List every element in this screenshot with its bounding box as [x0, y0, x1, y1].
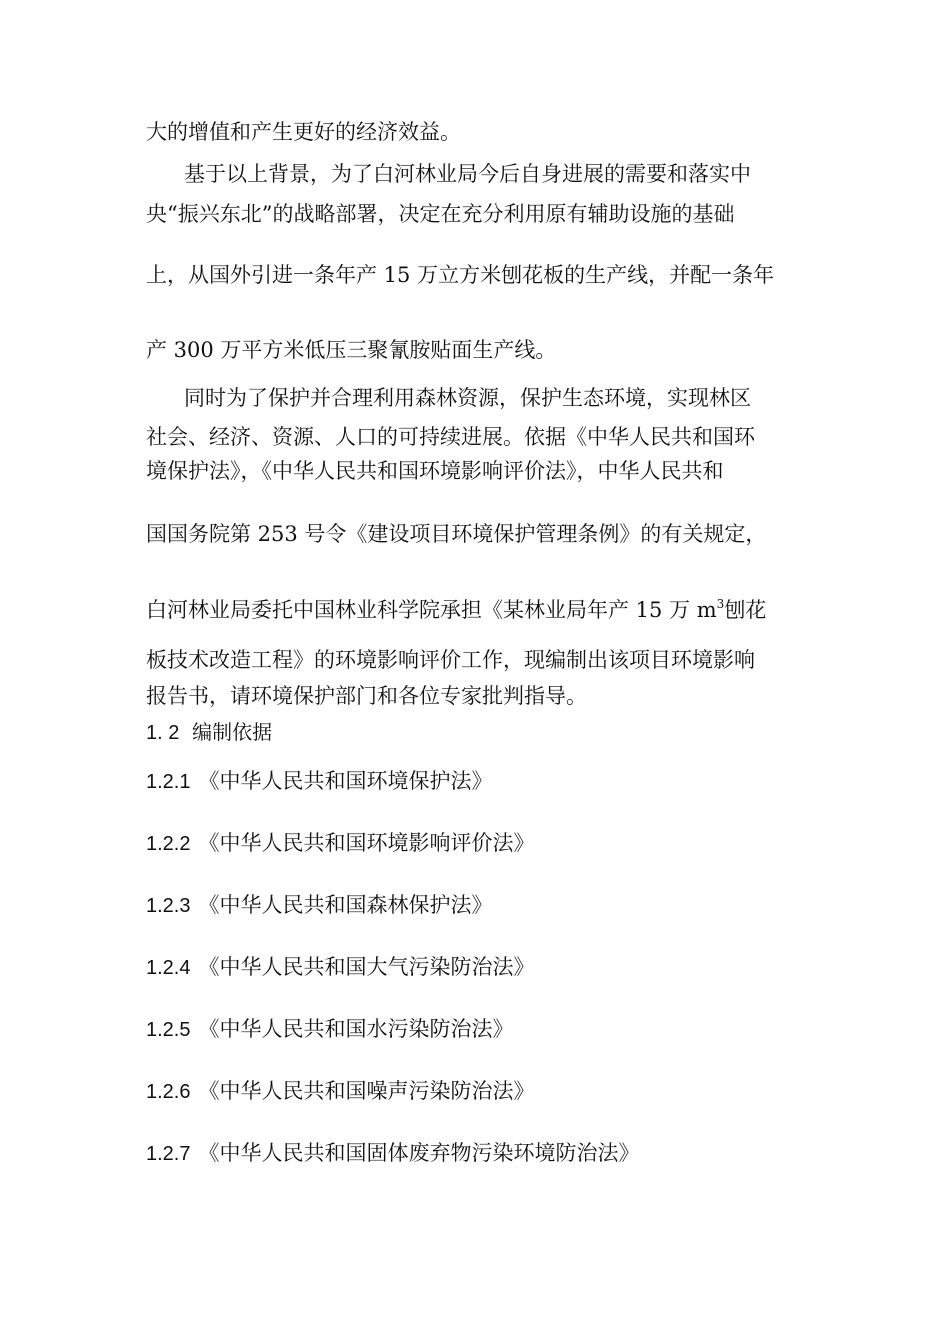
paragraph-line: 板技术改造工程》的环境影响评价工作，现编制出该项目环境影响 — [146, 648, 755, 672]
item-number: 1.2.5 — [146, 1019, 191, 1041]
paragraph-line: 基于以上背景，为了白河林业局今后自身进展的需要和落实中 — [184, 162, 751, 186]
item-text: 《中华人民共和国大气污染防治法》 — [198, 955, 535, 979]
item-text: 《中华人民共和国噪声污染防治法》 — [198, 1079, 535, 1103]
item-text: 《中华人民共和国水污染防治法》 — [198, 1017, 514, 1041]
paragraph-line — [146, 596, 826, 624]
item-text: 《中华人民共和国环境保护法》 — [198, 769, 493, 793]
paragraph-line: 社会、经济、资源、人口的可持续进展。依据《中华人民共和国环 — [146, 425, 755, 449]
paragraph-line: 产 300 万平方米低压三聚氰胺贴面生产线。 — [146, 338, 557, 362]
paragraph-text: 刨花 — [724, 598, 767, 622]
section-number: 1. 2 — [146, 722, 180, 744]
paragraph-line: 大的增值和产生更好的经济效益。 — [146, 120, 461, 144]
paragraph-line: 央“振兴东北”的战略部署，决定在充分利用原有辅助设施的基础 — [146, 202, 735, 226]
list-item — [146, 1077, 826, 1106]
paragraph-line: 上，从国外引进一条年产 15 万立方米刨花板的生产线，并配一条年 — [146, 263, 775, 287]
item-text: 《中华人民共和国森林保护法》 — [198, 893, 493, 917]
item-number: 1.2.3 — [146, 895, 191, 917]
item-number: 1.2.1 — [146, 771, 191, 793]
list-item — [146, 767, 826, 796]
item-number: 1.2.6 — [146, 1081, 191, 1103]
section-heading — [146, 718, 826, 747]
list-item — [146, 1139, 826, 1168]
paragraph-line: 报告书，请环境保护部门和各位专家批判指导。 — [146, 684, 587, 708]
item-number: 1.2.2 — [146, 833, 191, 855]
list-item — [146, 1015, 826, 1044]
list-item — [146, 829, 826, 858]
item-number: 1.2.4 — [146, 957, 191, 979]
item-text: 《中华人民共和国环境影响评价法》 — [198, 831, 535, 855]
list-item — [146, 891, 826, 920]
paragraph-line: 国国务院第 253 号令《建设项目环境保护管理条例》的有关规定， — [146, 522, 767, 546]
section-title: 编制依据 — [192, 720, 273, 744]
paragraph-line: 境保护法》，《中华人民共和国环境影响评价法》，中华人民共和 — [146, 459, 724, 483]
paragraph-text: 白河林业局委托中国林业科学院承担《某林业局年产 15 万 m — [146, 598, 717, 622]
list-item — [146, 953, 826, 982]
item-number: 1.2.7 — [146, 1143, 191, 1165]
paragraph-line: 同时为了保护并合理利用森林资源，保护生态环境，实现林区 — [184, 386, 751, 410]
superscript: 3 — [716, 597, 725, 611]
item-text: 《中华人民共和国固体废弃物污染环境防治法》 — [198, 1141, 640, 1165]
